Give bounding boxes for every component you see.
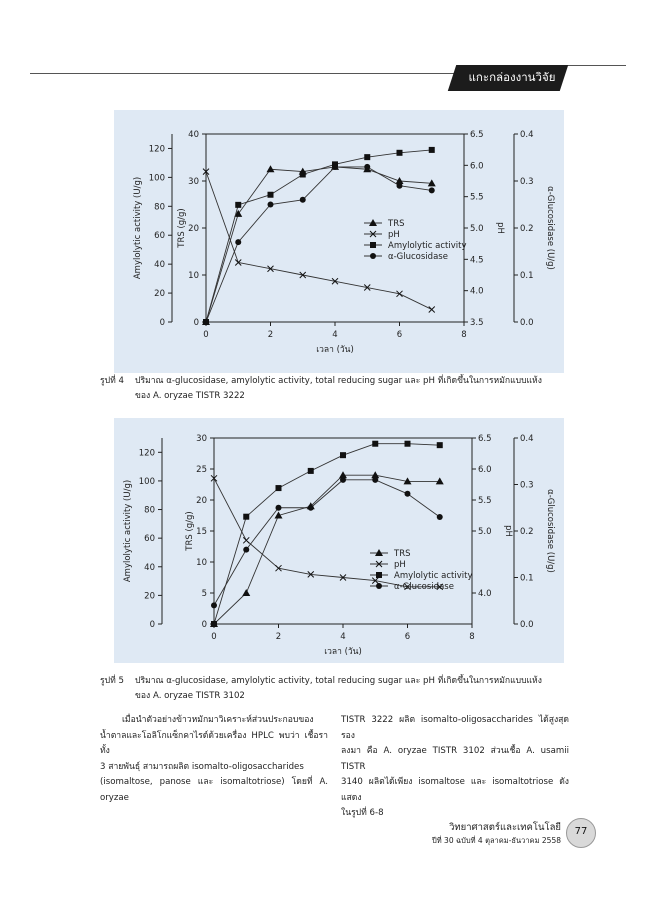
legend-label: Amylolytic activity — [394, 571, 473, 581]
amylolytic-tick-label: 80 — [154, 202, 165, 213]
glucosidase-point — [276, 505, 282, 511]
trs-axis-label: TRS (g/g) — [177, 208, 187, 248]
amylolytic-tick-label: 40 — [154, 260, 165, 271]
legend-marker — [375, 549, 383, 556]
header-rule-right — [560, 65, 626, 66]
x-tick-label: 2 — [275, 632, 282, 642]
amylolytic-tick-label: 20 — [154, 289, 165, 300]
amylolytic-tick-label: 60 — [144, 534, 155, 545]
amylolytic-tick-label: 60 — [154, 231, 165, 242]
ph-tick-label: 5.5 — [470, 192, 484, 203]
x-axis-label: เวลา (วัน) — [324, 647, 362, 657]
x-tick-label: 6 — [396, 330, 403, 340]
trs-tick-label: 30 — [196, 434, 207, 444]
legend-label: TRS — [388, 219, 405, 229]
amylolytic-activity-point — [276, 485, 282, 491]
figure-4-caption-line2: ของ A. oryzae TISTR 3222 — [135, 391, 245, 401]
amylolytic-activity-point — [300, 171, 306, 177]
glucosidase-tick-label: 0.3 — [520, 177, 534, 187]
trs-tick-label: 25 — [196, 465, 207, 475]
trs-tick-label: 5 — [201, 589, 207, 599]
legend-marker — [376, 572, 382, 578]
trs-tick-label: 40 — [188, 130, 199, 140]
figure-4-caption — [100, 374, 560, 404]
figure-4 — [114, 110, 564, 373]
legend-marker — [370, 253, 376, 259]
x-tick-label: 4 — [340, 632, 346, 642]
glucosidase-point — [211, 602, 217, 608]
figure-5-caption-line1: ปริมาณ α-glucosidase, amylolytic activity, total reducing sugar และ pH ที่เกิดขึ้นในการหมักแบบแห้ง — [135, 676, 542, 686]
x-tick-label: 0 — [203, 330, 209, 340]
body-left-column — [100, 713, 328, 806]
body-line: น้ำตาลและโอลิโกแซ็กคาไรด์ด้วยเครื่อง HPLC พบว่า เชื้อราทั้ง — [100, 730, 328, 756]
figure-5-caption-line2: ของ A. oryzae TISTR 3102 — [135, 691, 245, 701]
body-line: 3 สายพันธุ์ สามารถผลิต isomalto-oligosaccharides — [100, 761, 304, 772]
ph-tick-label: 5.5 — [478, 496, 492, 506]
amylolytic-activity-point — [405, 441, 411, 447]
body-line: TISTR 3222 ผลิต isomalto-oligosaccharides ได้สูงสุด รอง — [341, 715, 569, 741]
amylolytic-tick-label: 40 — [144, 562, 155, 573]
amylolytic-tick-label: 120 — [148, 144, 165, 155]
ph-tick-label: 4.0 — [470, 286, 484, 297]
ph-tick-label: 5.0 — [470, 224, 484, 234]
glucosidase-point — [300, 197, 306, 203]
ph-tick-label: 6.5 — [478, 434, 492, 444]
glucosidase-point — [405, 491, 411, 497]
ph-tick-label: 5.0 — [478, 527, 492, 537]
amylolytic-activity-point — [243, 514, 249, 520]
figure-4-caption-line1: ปริมาณ α-glucosidase, amylolytic activity, total reducing sugar และ pH ที่เกิดขึ้นในการหมักแบบแห้ง — [135, 376, 542, 386]
ph-axis-label: pH — [495, 222, 505, 234]
figure-4-chart — [114, 110, 564, 373]
ph-tick-label: 6.5 — [470, 130, 484, 140]
glucosidase-tick-label: 0.2 — [520, 527, 534, 537]
trs-point — [267, 165, 275, 172]
trs-tick-label: 30 — [188, 177, 199, 187]
ph-axis-label: pH — [503, 525, 513, 537]
amylolytic-tick-label: 100 — [148, 173, 165, 184]
amylolytic-activity-point — [211, 621, 217, 627]
amylolytic-activity-point — [372, 441, 378, 447]
amylolytic-tick-label: 0 — [159, 318, 165, 328]
amylolytic-activity-point — [429, 147, 435, 153]
legend-marker — [369, 219, 377, 226]
glucosidase-tick-label: 0.4 — [520, 130, 534, 140]
trs-tick-label: 20 — [188, 224, 199, 234]
figure-5-caption — [100, 674, 560, 704]
amylolytic-activity-point — [308, 468, 314, 474]
amylolytic-activity-point — [437, 442, 443, 448]
amylolytic-tick-label: 100 — [138, 476, 155, 487]
glucosidase-point — [332, 164, 338, 170]
legend-label: Amylolytic activity — [388, 241, 467, 251]
glucosidase-point — [364, 164, 370, 170]
section-label: แกะกล่องงานวิจัย — [468, 70, 556, 84]
x-tick-label: 8 — [469, 632, 475, 642]
glucosidase-point — [437, 514, 443, 520]
amylolytic-activity-point — [397, 150, 403, 156]
body-line: ลงมา คือ A. oryzae TISTR 3102 ส่วนเชื้อ A. usamii TISTR — [341, 746, 569, 772]
glucosidase-point — [235, 239, 241, 245]
trs-tick-label: 0 — [201, 620, 207, 630]
glucosidase-tick-label: 0.1 — [520, 573, 534, 584]
glucosidase-point — [203, 319, 209, 325]
trs-tick-label: 10 — [188, 271, 199, 281]
amylolytic-axis-label: Amylolytic activity (U/g) — [133, 176, 143, 280]
amylolytic-tick-label: 0 — [149, 620, 155, 630]
trs-tick-label: 15 — [196, 527, 207, 537]
trs-tick-label: 20 — [196, 496, 207, 506]
amylolytic-axis-label: Amylolytic activity (U/g) — [123, 479, 133, 583]
ph-tick-label: 6.0 — [470, 161, 484, 172]
glucosidase-tick-label: 0.0 — [520, 318, 534, 328]
x-tick-label: 8 — [461, 330, 467, 340]
legend-label: α-Glucosidase — [394, 582, 454, 592]
body-line: เมื่อนำตัวอย่างข้าวหมักมาวิเคราะห์ส่วนประกอบของ — [122, 715, 314, 725]
ph-tick-label: 4.5 — [470, 255, 484, 266]
body-line: ในรูปที่ 6-8 — [341, 808, 384, 818]
figure-5-chart — [114, 418, 564, 663]
legend-marker — [370, 242, 376, 248]
amylolytic-activity-series-line — [214, 444, 440, 624]
ph-tick-label: 4.0 — [478, 589, 492, 599]
page-number: 77 — [574, 826, 588, 837]
journal-title: วิทยาศาสตร์และเทคโนโลยี — [449, 822, 561, 833]
amylolytic-tick-label: 120 — [138, 448, 155, 459]
ph-tick-label: 6.0 — [478, 465, 492, 475]
body-right-column — [341, 713, 569, 822]
body-line: 3140 ผลิตได้เพียง isomaltose และ isomaltotriose ดังแสดง — [341, 777, 569, 803]
figure-5-caption-number: รูปที่ 5 — [100, 676, 124, 686]
legend-label: TRS — [394, 549, 411, 559]
figure-4-caption-number: รูปที่ 4 — [100, 376, 124, 386]
amylolytic-activity-point — [364, 154, 370, 160]
figure-5 — [114, 418, 564, 663]
trs-tick-label: 0 — [193, 318, 199, 328]
x-tick-label: 0 — [211, 632, 217, 642]
glucosidase-point — [308, 505, 314, 511]
trs-point — [436, 477, 444, 484]
amylolytic-activity-point — [268, 192, 274, 198]
amylolytic-tick-label: 20 — [144, 591, 155, 602]
glucosidase-tick-label: 0.2 — [520, 224, 534, 234]
glucosidase-tick-label: 0.3 — [520, 480, 534, 491]
body-line: (isomaltose, panose และ isomaltotriose) โดยที่ A. oryzae — [100, 777, 328, 803]
trs-axis-label: TRS (g/g) — [185, 511, 195, 551]
amylolytic-activity-point — [235, 202, 241, 208]
amylolytic-activity-point — [340, 452, 346, 458]
trs-point — [242, 589, 250, 596]
x-axis-label: เวลา (วัน) — [316, 345, 354, 355]
glucosidase-point — [340, 477, 346, 483]
ph-tick-label: 3.5 — [470, 318, 484, 328]
legend-label: α-Glucosidase — [388, 252, 448, 262]
glucosidase-tick-label: 0.1 — [520, 271, 534, 281]
glucosidase-tick-label: 0.4 — [520, 434, 534, 444]
glucosidase-axis-label: α-Glucosidase (U/g) — [545, 186, 555, 270]
x-tick-label: 6 — [404, 632, 411, 642]
glucosidase-point — [372, 477, 378, 483]
glucosidase-point — [429, 187, 435, 193]
legend-label: pH — [394, 560, 406, 570]
x-tick-label: 4 — [332, 330, 338, 340]
glucosidase-axis-label: α-Glucosidase (U/g) — [545, 489, 555, 573]
x-tick-label: 2 — [267, 330, 274, 340]
legend-marker — [376, 583, 382, 589]
glucosidase-point — [268, 202, 274, 208]
glucosidase-point — [397, 183, 403, 189]
header-rule — [30, 73, 470, 74]
trs-tick-label: 10 — [196, 558, 207, 568]
journal-issue: ปีที่ 30 ฉบับที่ 4 ตุลาคม-ธันวาคม 2558 — [431, 836, 561, 845]
glucosidase-point — [243, 547, 249, 553]
glucosidase-tick-label: 0.0 — [520, 620, 534, 630]
amylolytic-tick-label: 80 — [144, 505, 155, 516]
legend-label: pH — [388, 230, 400, 240]
